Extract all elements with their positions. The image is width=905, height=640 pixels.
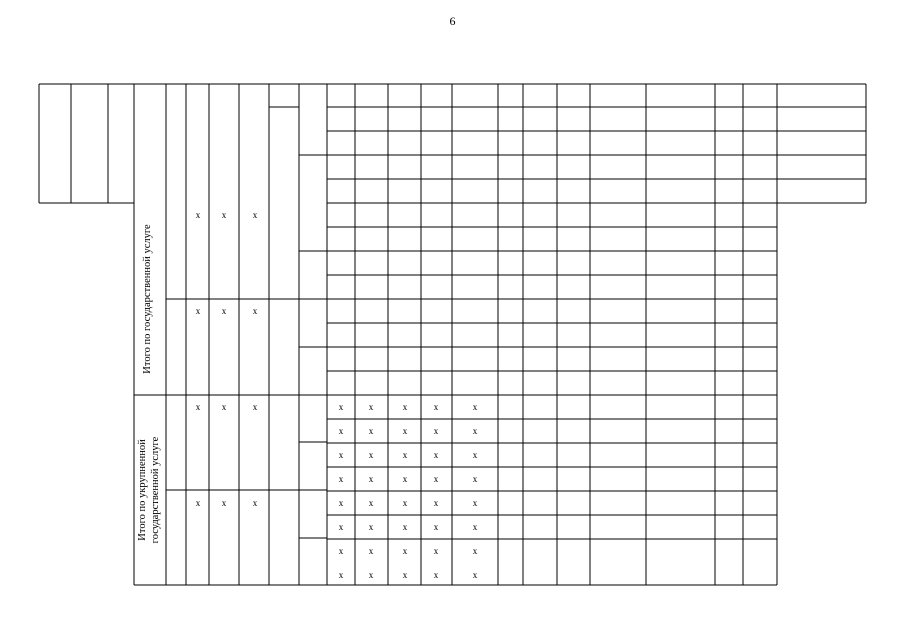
x-mark: x (433, 498, 439, 508)
x-mark: x (368, 474, 374, 484)
x-mark: x (433, 474, 439, 484)
x-mark: x (433, 450, 439, 460)
x-mark: x (402, 450, 408, 460)
x-mark: x (221, 306, 227, 316)
x-mark: x (252, 210, 258, 220)
x-mark: x (338, 570, 344, 580)
x-mark: x (472, 474, 478, 484)
x-mark: x (402, 474, 408, 484)
service-total-label: Итого по государственной услуге (142, 224, 153, 374)
x-mark: x (402, 498, 408, 508)
x-mark: x (472, 498, 478, 508)
consolidated-total-label-line1: Итого по укрупненной (137, 439, 148, 541)
x-mark: x (252, 402, 258, 412)
page-number: 6 (449, 14, 456, 28)
x-mark: x (368, 546, 374, 556)
x-mark: x (402, 402, 408, 412)
x-mark: x (368, 522, 374, 532)
x-mark: x (368, 450, 374, 460)
table-grid (39, 84, 866, 585)
x-mark: x (221, 210, 227, 220)
consolidated-total-label-line2: государственной услуге (150, 436, 161, 544)
x-mark: x (338, 474, 344, 484)
x-mark: x (402, 546, 408, 556)
x-mark: x (252, 306, 258, 316)
x-mark: x (433, 426, 439, 436)
x-mark: x (433, 570, 439, 580)
x-mark: x (472, 426, 478, 436)
x-mark: x (402, 426, 408, 436)
x-mark: x (472, 402, 478, 412)
x-mark: x (195, 498, 201, 508)
x-mark: x (472, 522, 478, 532)
x-mark: x (195, 402, 201, 412)
x-mark: x (402, 570, 408, 580)
x-mark: x (472, 570, 478, 580)
x-mark: x (433, 522, 439, 532)
x-mark: x (338, 546, 344, 556)
x-mark: x (338, 450, 344, 460)
x-mark: x (472, 450, 478, 460)
x-mark: x (402, 522, 408, 532)
x-mark: x (368, 402, 374, 412)
x-mark: x (433, 402, 439, 412)
x-mark: x (368, 426, 374, 436)
x-mark: x (338, 498, 344, 508)
x-mark: x (472, 546, 478, 556)
x-mark: x (221, 498, 227, 508)
x-mark: x (252, 498, 258, 508)
x-mark: x (368, 570, 374, 580)
x-mark: x (338, 522, 344, 532)
x-mark: x (221, 402, 227, 412)
x-mark: x (338, 402, 344, 412)
x-mark: x (195, 306, 201, 316)
x-mark: x (195, 210, 201, 220)
x-mark: x (368, 498, 374, 508)
x-mark: x (433, 546, 439, 556)
x-mark: x (338, 426, 344, 436)
